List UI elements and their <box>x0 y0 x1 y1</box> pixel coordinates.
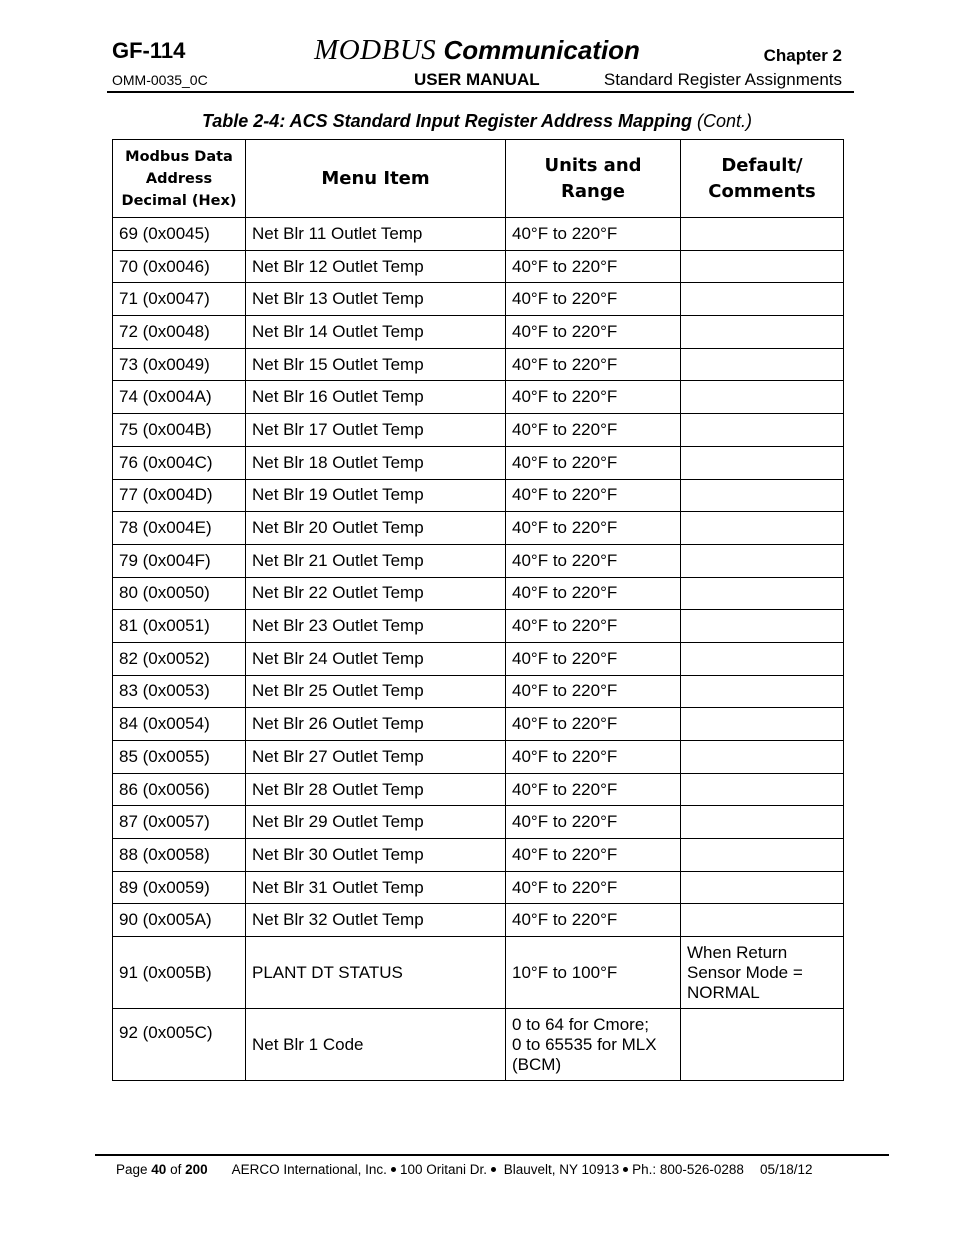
footer-city: Blauvelt, NY 10913 <box>503 1162 620 1177</box>
cell-address: 89 (0x0059) <box>113 871 246 904</box>
cell-address: 80 (0x0050) <box>113 577 246 610</box>
footer-company: AERCO International, Inc. <box>231 1162 387 1177</box>
table-row <box>113 839 844 872</box>
table-row <box>113 414 844 447</box>
table-row <box>113 675 844 708</box>
table-row <box>113 708 844 741</box>
range-line3: (BCM) <box>512 1054 562 1074</box>
header-address <box>113 140 246 218</box>
table-row <box>113 904 844 937</box>
header-divider <box>107 91 854 93</box>
table-row <box>113 283 844 316</box>
footer-date: 05/18/12 <box>759 1162 813 1177</box>
cell-comment <box>681 577 844 610</box>
cell-range: 40°F to 220°F <box>506 708 681 741</box>
table-row-blr-code <box>113 1009 844 1081</box>
table-row <box>113 512 844 545</box>
cell-comment <box>681 544 844 577</box>
header-default-line1: Default/ <box>721 154 803 176</box>
cell-address: 75 (0x004B) <box>113 414 246 447</box>
comment-line1: When Return <box>687 942 788 962</box>
cell-menu-item: Net Blr 21 Outlet Temp <box>246 544 506 577</box>
cell-menu-item: Net Blr 24 Outlet Temp <box>246 642 506 675</box>
cell-range: 40°F to 220°F <box>506 806 681 839</box>
table-body-special <box>113 937 844 1081</box>
cell-address: 70 (0x0046) <box>113 250 246 283</box>
header-address-line2: Address <box>145 170 213 187</box>
cell-range: 40°F to 220°F <box>506 675 681 708</box>
table-row <box>113 446 844 479</box>
range-line2: 0 to 65535 for MLX <box>512 1034 657 1054</box>
bullet-icon <box>623 1167 628 1172</box>
cell-menu-item: Net Blr 15 Outlet Temp <box>246 348 506 381</box>
cell-comment <box>681 250 844 283</box>
cell-comment <box>681 1009 844 1081</box>
title-communication: Communication <box>436 35 640 65</box>
cell-address: 72 (0x0048) <box>113 316 246 349</box>
bullet-icon <box>391 1167 396 1172</box>
cell-range: 40°F to 220°F <box>506 512 681 545</box>
table-row <box>113 479 844 512</box>
cell-comment <box>681 642 844 675</box>
cell-range: 40°F to 220°F <box>506 316 681 349</box>
cell-comment <box>681 414 844 447</box>
cell-address: 88 (0x0058) <box>113 839 246 872</box>
cell-address: 73 (0x0049) <box>113 348 246 381</box>
register-table <box>112 139 844 1081</box>
cell-address: 90 (0x005A) <box>113 904 246 937</box>
cell-address: 85 (0x0055) <box>113 741 246 774</box>
cell-comment <box>681 446 844 479</box>
comment-line2: Sensor Mode = <box>687 962 803 982</box>
cell-range: 40°F to 220°F <box>506 741 681 774</box>
cell-address: 91 (0x005B) <box>113 937 246 1009</box>
cell-address: 84 (0x0054) <box>113 708 246 741</box>
table-row <box>113 577 844 610</box>
cell-menu-item: Net Blr 28 Outlet Temp <box>246 773 506 806</box>
cell-range: 40°F to 220°F <box>506 904 681 937</box>
table-body <box>113 218 844 937</box>
cell-comment <box>681 839 844 872</box>
cell-range: 40°F to 220°F <box>506 773 681 806</box>
chapter-label: Chapter 2 <box>763 46 842 65</box>
cell-menu-item: Net Blr 20 Outlet Temp <box>246 512 506 545</box>
cell-range: 10°F to 100°F <box>506 937 681 1009</box>
header-units-line1: Units and <box>544 154 642 176</box>
header-default-comments <box>681 140 844 218</box>
cell-range: 40°F to 220°F <box>506 348 681 381</box>
cell-comment <box>681 871 844 904</box>
header-units-range <box>506 140 681 218</box>
section-title: Standard Register Assignments <box>603 70 842 89</box>
title-modbus: MODBUS <box>314 34 437 66</box>
cell-address: 74 (0x004A) <box>113 381 246 414</box>
header-units-line2: Range <box>561 180 625 202</box>
comment-line3: NORMAL <box>687 982 760 1002</box>
cell-menu-item: Net Blr 18 Outlet Temp <box>246 446 506 479</box>
table-row <box>113 741 844 774</box>
cell-comment <box>681 610 844 643</box>
cell-comment <box>681 904 844 937</box>
cell-comment <box>681 218 844 251</box>
bullet-icon <box>491 1167 496 1172</box>
table-row <box>113 773 844 806</box>
cell-menu-item: Net Blr 32 Outlet Temp <box>246 904 506 937</box>
cell-address: 79 (0x004F) <box>113 544 246 577</box>
cell-address: 78 (0x004E) <box>113 512 246 545</box>
footer-page-word: Page <box>116 1162 152 1177</box>
header-address-line1: Modbus Data <box>125 148 233 165</box>
header-menu-item: Menu Item <box>246 140 506 218</box>
table-row <box>113 642 844 675</box>
page-footer <box>116 1162 813 1177</box>
table-row-plant-dt <box>113 937 844 1009</box>
cell-comment <box>681 675 844 708</box>
footer-divider <box>95 1154 889 1156</box>
table-row <box>113 871 844 904</box>
cell-range: 40°F to 220°F <box>506 414 681 447</box>
cell-range: 40°F to 220°F <box>506 839 681 872</box>
cell-menu-item: Net Blr 19 Outlet Temp <box>246 479 506 512</box>
cell-comment <box>681 283 844 316</box>
table-caption-label: Table 2-4: ACS Standard Input Register Address Mapping <box>201 111 693 131</box>
cell-menu-item: Net Blr 26 Outlet Temp <box>246 708 506 741</box>
cell-address: 87 (0x0057) <box>113 806 246 839</box>
cell-range: 40°F to 220°F <box>506 479 681 512</box>
cell-range: 40°F to 220°F <box>506 544 681 577</box>
cell-address: 82 (0x0052) <box>113 642 246 675</box>
cell-comment <box>681 316 844 349</box>
cell-address: 81 (0x0051) <box>113 610 246 643</box>
cell-menu-item: Net Blr 25 Outlet Temp <box>246 675 506 708</box>
footer-address: 100 Oritani Dr. <box>399 1162 487 1177</box>
cell-address: 83 (0x0053) <box>113 675 246 708</box>
cell-range: 40°F to 220°F <box>506 446 681 479</box>
cell-address: 69 (0x0045) <box>113 218 246 251</box>
document-id: GF-114 <box>112 38 186 63</box>
user-manual-label: USER MANUAL <box>414 70 540 89</box>
cell-range: 40°F to 220°F <box>506 250 681 283</box>
cell-menu-item: Net Blr 1 Code <box>246 1009 506 1081</box>
omm-number: OMM-0035_0C <box>112 72 208 88</box>
cell-comment <box>681 806 844 839</box>
cell-range: 40°F to 220°F <box>506 610 681 643</box>
cell-comment <box>681 741 844 774</box>
cell-range: 40°F to 220°F <box>506 642 681 675</box>
footer-phone: Ph.: 800-526-0288 <box>632 1162 744 1177</box>
cell-address: 86 (0x0056) <box>113 773 246 806</box>
table-row <box>113 544 844 577</box>
cell-address: 92 (0x005C) <box>113 1009 246 1081</box>
table-row <box>113 218 844 251</box>
cell-menu-item: Net Blr 11 Outlet Temp <box>246 218 506 251</box>
cell-range: 40°F to 220°F <box>506 381 681 414</box>
cell-range <box>506 1009 681 1081</box>
cell-comment <box>681 773 844 806</box>
cell-range: 40°F to 220°F <box>506 577 681 610</box>
table-caption <box>0 111 954 132</box>
table-header-row <box>113 140 844 218</box>
cell-comment <box>681 937 844 1009</box>
table-row <box>113 381 844 414</box>
cell-menu-item: Net Blr 16 Outlet Temp <box>246 381 506 414</box>
cell-address: 77 (0x004D) <box>113 479 246 512</box>
table-row <box>113 610 844 643</box>
cell-menu-item: Net Blr 31 Outlet Temp <box>246 871 506 904</box>
table-row <box>113 806 844 839</box>
footer-page-number: 40 <box>151 1162 167 1177</box>
cell-menu-item: Net Blr 13 Outlet Temp <box>246 283 506 316</box>
cell-menu-item: Net Blr 23 Outlet Temp <box>246 610 506 643</box>
cell-comment <box>681 479 844 512</box>
cell-comment <box>681 708 844 741</box>
cell-address: 71 (0x0047) <box>113 283 246 316</box>
cell-menu-item: Net Blr 14 Outlet Temp <box>246 316 506 349</box>
range-line1: 0 to 64 for Cmore; <box>512 1014 650 1034</box>
cell-range: 40°F to 220°F <box>506 871 681 904</box>
cell-menu-item: Net Blr 12 Outlet Temp <box>246 250 506 283</box>
cell-comment <box>681 381 844 414</box>
cell-range: 40°F to 220°F <box>506 218 681 251</box>
table-row <box>113 316 844 349</box>
table-row <box>113 348 844 381</box>
header-default-line2: Comments <box>708 180 816 202</box>
cell-address: 76 (0x004C) <box>113 446 246 479</box>
header-address-line3: Decimal (Hex) <box>121 192 237 209</box>
footer-page-total: 200 <box>185 1162 208 1177</box>
footer-of-word: of <box>166 1162 186 1177</box>
cell-range: 40°F to 220°F <box>506 283 681 316</box>
cell-menu-item: Net Blr 22 Outlet Temp <box>246 577 506 610</box>
cell-menu-item: PLANT DT STATUS <box>246 937 506 1009</box>
cell-comment <box>681 348 844 381</box>
cell-menu-item: Net Blr 29 Outlet Temp <box>246 806 506 839</box>
cell-menu-item: Net Blr 17 Outlet Temp <box>246 414 506 447</box>
cell-comment <box>681 512 844 545</box>
table-row <box>113 250 844 283</box>
cell-menu-item: Net Blr 27 Outlet Temp <box>246 741 506 774</box>
cell-menu-item: Net Blr 30 Outlet Temp <box>246 839 506 872</box>
table-caption-cont: (Cont.) <box>697 111 753 131</box>
